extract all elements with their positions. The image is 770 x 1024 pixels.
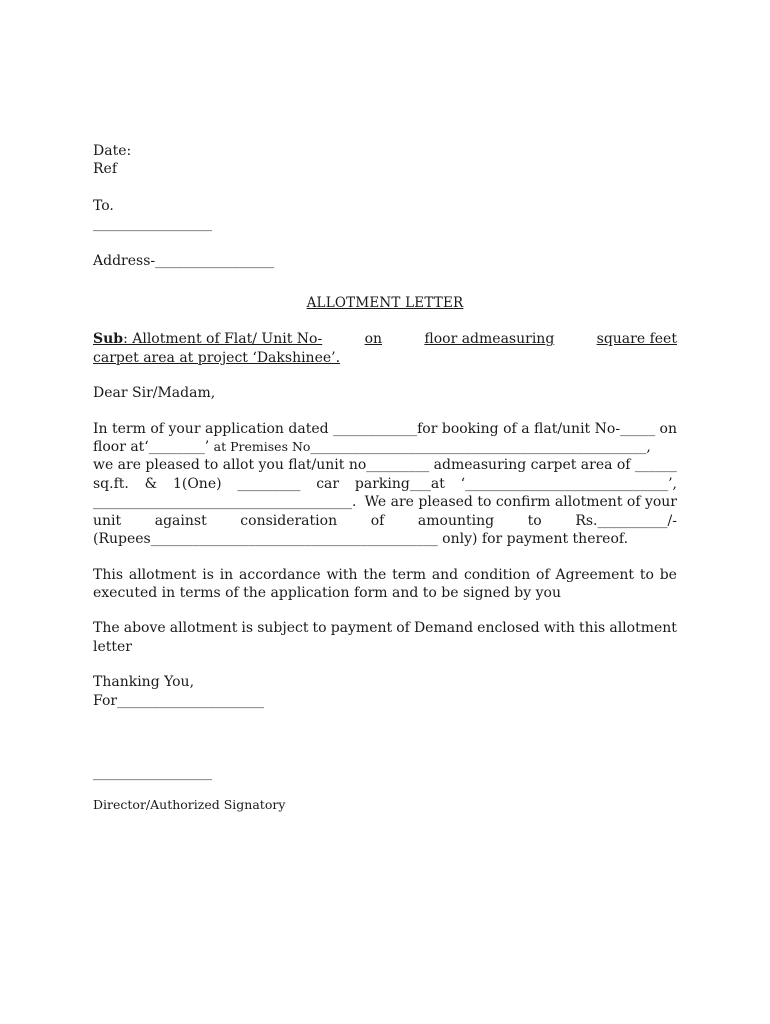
para1-line-5-a: _____________________________________.: [93, 494, 357, 511]
para1-line-4-w6: parking___at: [354, 475, 445, 492]
para1-line-3: we are pleased to allot you flat/unit no_________ admeasuring carpet area of ______: [93, 457, 677, 474]
subject-part-1: : Allotment of Flat/ Unit No-: [123, 331, 323, 348]
para1-line-6: [93, 512, 677, 530]
para1-line-4-w7: ‘_____________________________’,: [460, 475, 677, 492]
allotment-letter-document: [93, 142, 677, 815]
subject-label: Sub: [93, 331, 124, 348]
para1-line-4-w5: car: [316, 475, 340, 492]
para1-line-4-w4: _________: [237, 475, 301, 492]
to-label: To.: [93, 197, 114, 214]
subject-line-2: carpet area at project ‘Dakshinee’.: [93, 349, 341, 366]
para1-line-5-b: We are pleased to confirm allotment of your: [364, 494, 677, 511]
para1-line-6-w2: against: [154, 512, 207, 529]
signatory-label: Director/Authorized Signatory: [93, 797, 286, 813]
para1-line-2-b: at Premises No: [213, 439, 311, 455]
para1-line-6-w1: unit: [93, 512, 122, 529]
subject-line-1: [93, 330, 677, 348]
para1-line-5: [93, 493, 677, 511]
salutation: Dear Sir/Madam,: [93, 385, 216, 402]
para1-line-6-w3: consideration: [240, 512, 338, 529]
subject-part-2: on: [364, 331, 383, 348]
para1-line-2-a: floor at‘________’: [93, 439, 214, 456]
para1-line-4-w1: sq.ft.: [93, 475, 129, 492]
para1-line-6-w4: of: [370, 512, 385, 529]
paragraph-1: [93, 420, 677, 549]
para1-line-2: [93, 438, 677, 456]
thanking-you: Thanking You,: [93, 674, 195, 691]
para1-line-4-w3: 1(One): [172, 475, 222, 492]
para1-line-4-w2: &: [144, 475, 158, 492]
signature-blank: _________________: [93, 764, 212, 781]
para1-line-6-w7: Rs.__________/-: [575, 512, 677, 529]
ref-label: Ref: [93, 161, 118, 178]
for-line: For_____________________: [93, 692, 265, 709]
para3-line-1: The above allotment is subject to payment of Demand enclosed with this allotment: [93, 620, 677, 637]
para2-line-2: executed in terms of the application form and to be signed by you: [93, 584, 561, 601]
address-label: Address-_________________: [93, 252, 275, 269]
para3-line-2: letter: [93, 638, 132, 655]
to-blank: _________________: [93, 216, 212, 233]
para1-line-1: In term of your application dated ____________for booking of a flat/unit No-_____ on: [93, 420, 677, 437]
para1-line-4: [93, 475, 677, 493]
date-label: Date:: [93, 143, 132, 159]
subject-part-3: floor admeasuring: [424, 331, 555, 348]
para2-line-1: This allotment is in accordance with the term and condition of Agreement to be: [93, 566, 677, 583]
subject-block: [93, 330, 677, 367]
para1-line-6-w5: amounting: [417, 512, 495, 529]
para1-line-6-w6: to: [527, 512, 542, 529]
subject-part-4: square feet: [596, 331, 677, 348]
paragraph-2: [93, 566, 677, 603]
letter-title: ALLOTMENT LETTER: [306, 295, 464, 312]
para1-line-7: (Rupees_________________________________________ only) for payment thereof.: [93, 531, 629, 548]
para1-line-2-c: ________________________________________________,: [310, 439, 651, 456]
paragraph-3: [93, 619, 677, 656]
